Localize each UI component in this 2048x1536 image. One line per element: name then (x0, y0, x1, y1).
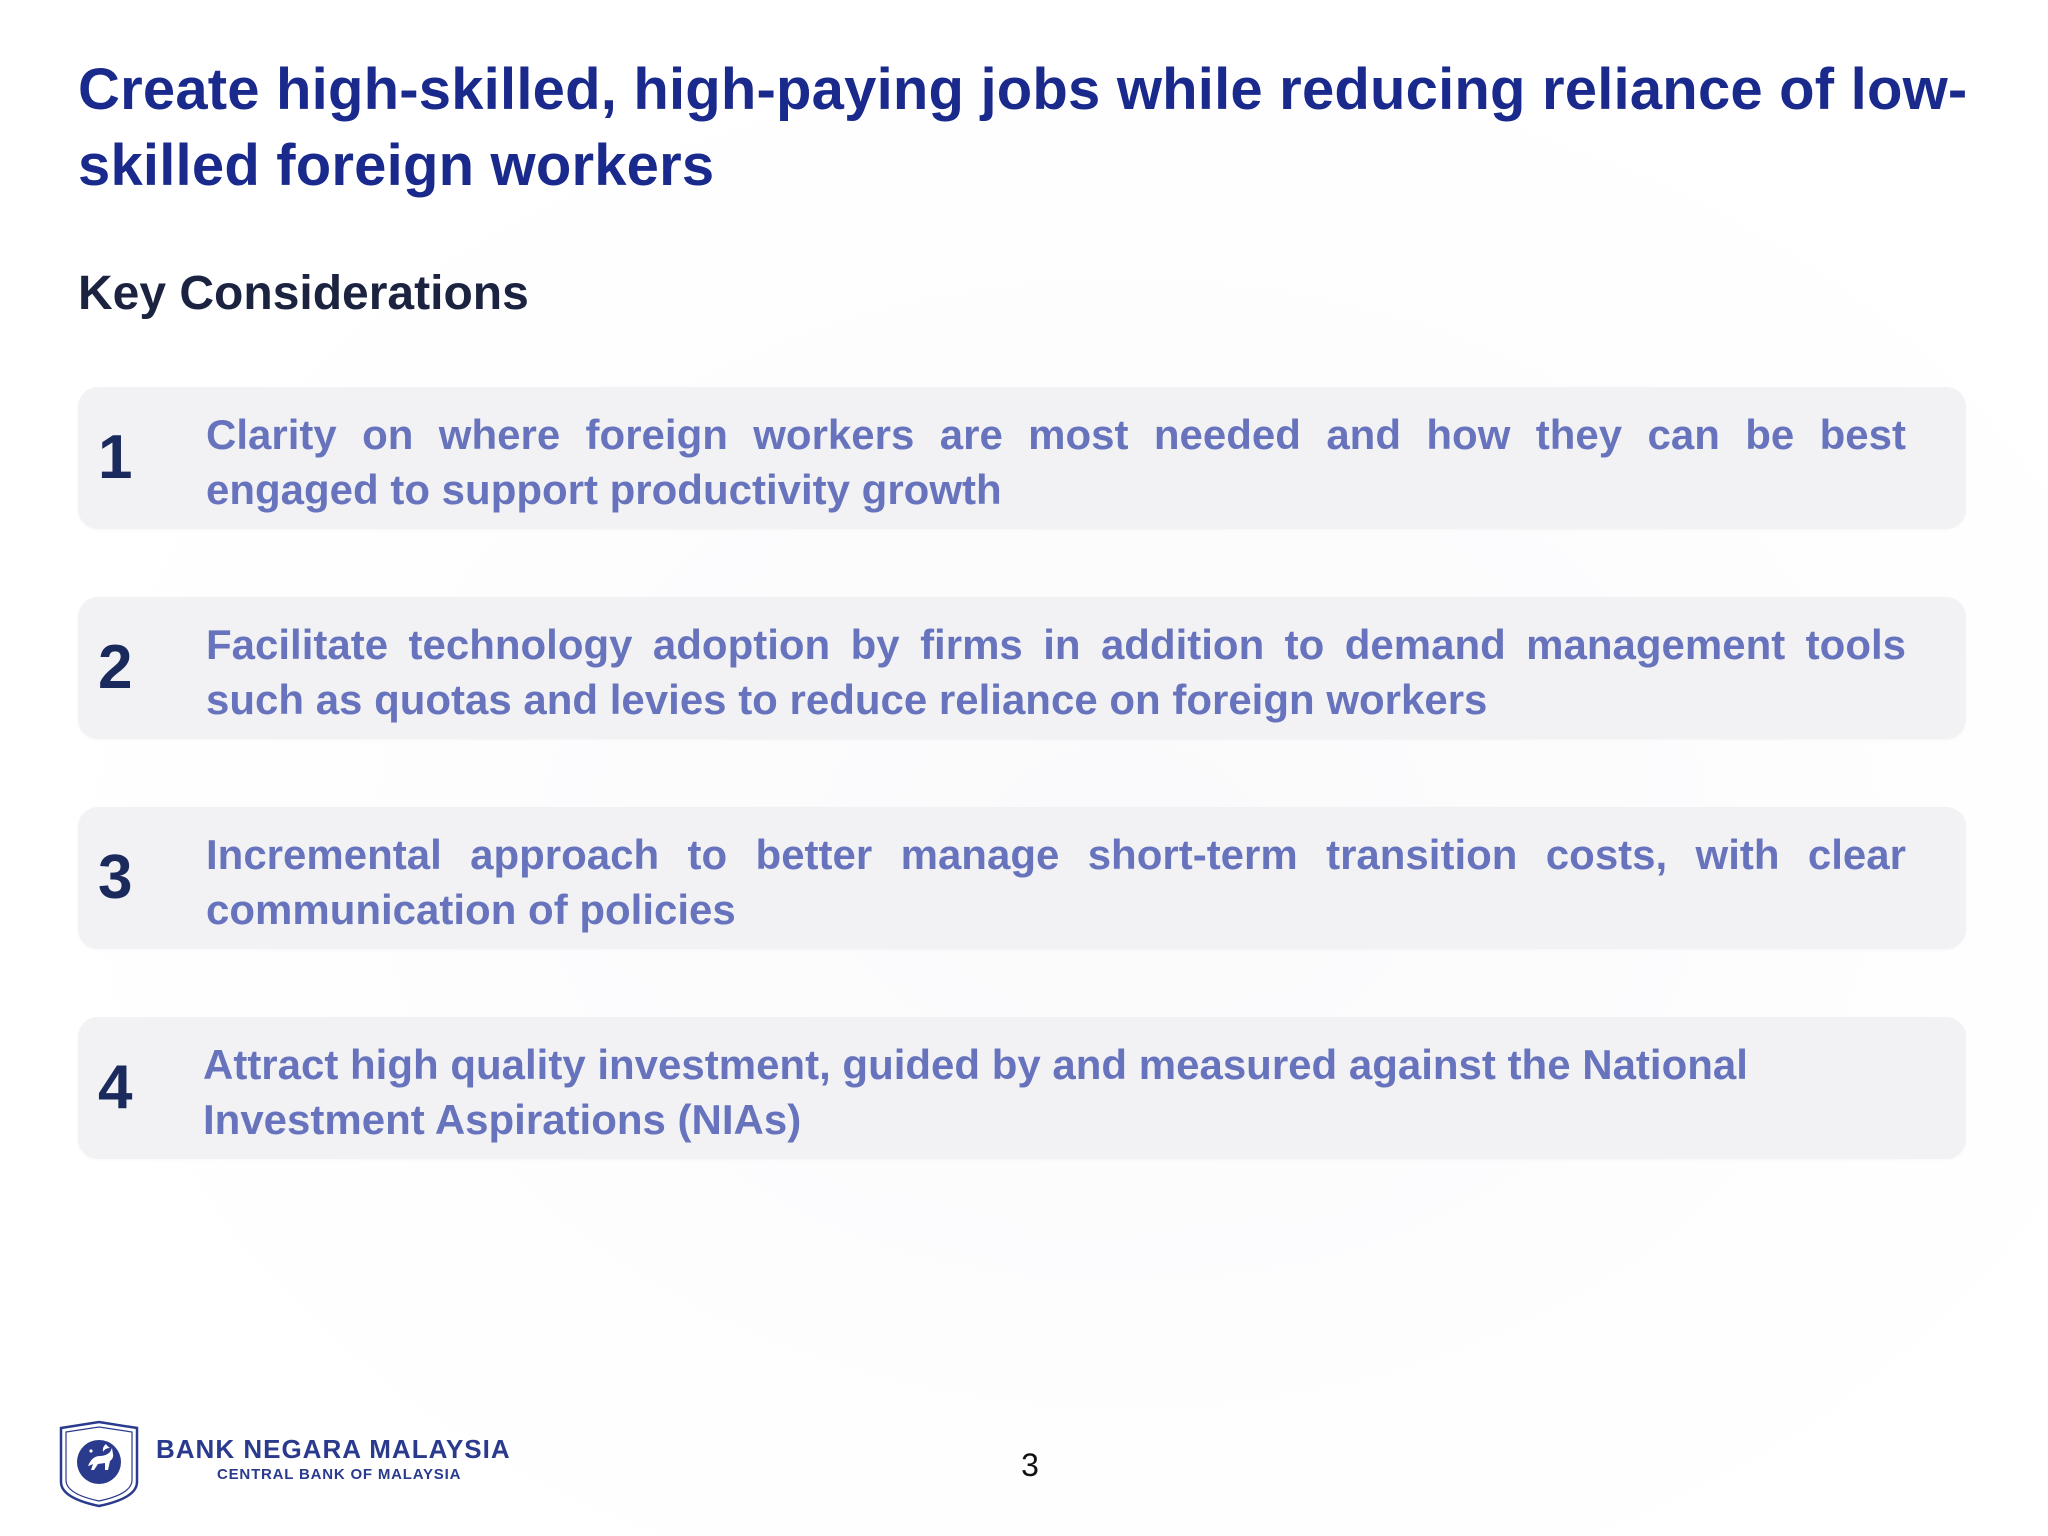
bank-negara-malaysia-crest-icon (58, 1420, 140, 1508)
brand-tagline: CENTRAL BANK OF MALAYSIA (217, 1466, 462, 1483)
consideration-card (78, 597, 1966, 739)
slide-title: Create high-skilled, high-paying jobs while reducing reliance of low-skilled foreign workers (78, 57, 1968, 198)
consideration-number: 1 (98, 423, 133, 492)
consideration-text: Attract high quality investment, guided by and measured against the National Investment Aspirations (NIAs) (203, 1041, 1748, 1143)
consideration-text: Incremental approach to better manage short-term transition costs, with clear communication of policies (206, 831, 1906, 933)
consideration-card (78, 387, 1966, 529)
consideration-text: Clarity on where foreign workers are most needed and how they can be best engaged to support productivity growth (206, 411, 1906, 513)
consideration-card (78, 1017, 1966, 1159)
section-heading: Key Considerations (78, 267, 529, 320)
consideration-number: 4 (98, 1053, 133, 1122)
consideration-text: Facilitate technology adoption by firms in addition to demand management tools such as quotas and levies to reduce reliance on foreign workers (206, 621, 1906, 723)
brand-name: BANK NEGARA MALAYSIA (156, 1434, 511, 1464)
consideration-number: 3 (98, 843, 133, 912)
consideration-number: 2 (98, 633, 133, 702)
consideration-card (78, 807, 1966, 949)
page-number: 3 (1021, 1447, 1039, 1483)
